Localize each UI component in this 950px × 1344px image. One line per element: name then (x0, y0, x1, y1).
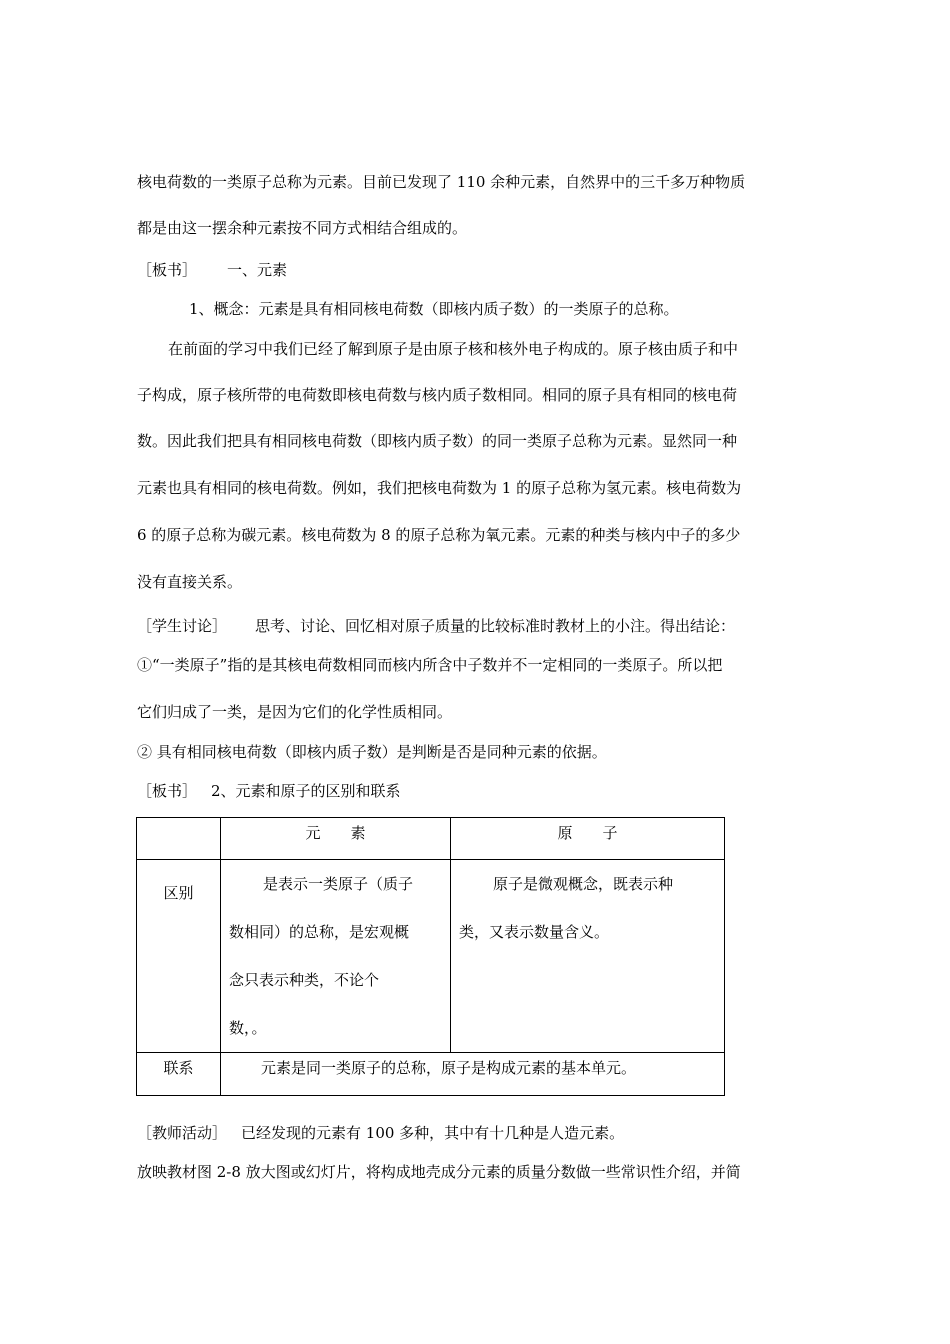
paragraph-line: 6 的原子总称为碳元素。核电荷数为 8 的原子总称为氧元素。元素的种类与核内中子的多少 (137, 526, 741, 544)
teacher-activity-text: 已经发现的元素有 100 多种，其中有十几种是人造元素。 (241, 1124, 625, 1142)
table-header-row (137, 818, 725, 860)
cell-line: 是表示一类原子（质子 (263, 875, 414, 893)
cell-element-difference (221, 860, 451, 1053)
cell-connection: 元素是同一类原子的总称，原子是构成元素的基本单元。 (221, 1053, 725, 1096)
discussion-tag: ［学生讨论］ (137, 617, 228, 635)
table-row-connection (137, 1053, 725, 1096)
paragraph-line: 它们归成了一类，是因为它们的化学性质相同。 (137, 703, 453, 721)
board-note-tag: ［板书］ (137, 782, 198, 800)
cell-line: 原子是微观概念，既表示种 (493, 875, 674, 893)
section-subheading: 2、元素和原子的区别和联系 (211, 782, 401, 800)
paragraph-line: 放映教材图 2-8 放大图或幻灯片，将构成地壳成分元素的质量分数做一些常识性介绍，并简 (137, 1163, 741, 1181)
cell-line: 念只表示种类，不论个 (229, 971, 380, 989)
teacher-activity-line (137, 1123, 624, 1143)
board-note-heading-2 (137, 781, 401, 801)
board-note-tag: ［板书］ (137, 261, 198, 279)
teacher-activity-tag: ［教师活动］ (137, 1124, 228, 1142)
cell-line: 类，又表示数量含义。 (459, 923, 610, 941)
paragraph-line: 子构成，原子核所带的电荷数即核电荷数与核内质子数相同。相同的原子具有相同的核电荷 (137, 386, 738, 404)
discussion-line (137, 616, 735, 636)
conclusion-item-1: ①“一类原子”指的是其核电荷数相同而核内所含中子数并不一定相同的一类原子。所以把 (137, 656, 723, 674)
table-row-difference (137, 860, 725, 1053)
conclusion-item-2: ② 具有相同核电荷数（即核内质子数）是判断是否是同种元素的依据。 (137, 743, 607, 761)
row-label-connection: 联系 (137, 1053, 221, 1096)
paragraph-line: 元素也具有相同的核电荷数。例如，我们把核电荷数为 1 的原子总称为氢元素。核电荷数为 (137, 479, 742, 497)
paragraph-line: 在前面的学习中我们已经了解到原子是由原子核和核外电子构成的。原子核由质子和中 (168, 340, 739, 358)
paragraph-line: 核电荷数的一类原子总称为元素。目前已发现了 110 余种元素，自然界中的三千多万种物质 (137, 173, 746, 191)
header-atom: 原 子 (451, 818, 725, 860)
concept-definition: 1、概念：元素是具有相同核电荷数（即核内质子数）的一类原子的总称。 (189, 300, 679, 318)
cell-atom-difference (451, 860, 725, 1053)
row-label-difference: 区别 (137, 860, 221, 1053)
paragraph-line: 没有直接关系。 (137, 573, 243, 591)
paragraph-line: 都是由这一摆余种元素按不同方式相结合组成的。 (137, 219, 468, 237)
cell-line: 数相同）的总称，是宏观概 (229, 923, 410, 941)
header-element: 元 素 (221, 818, 451, 860)
cell-line: 数，。 (229, 1019, 267, 1037)
comparison-table (136, 817, 725, 1096)
discussion-text: 思考、讨论、回忆相对原子质量的比较标准时教材上的小注。得出结论： (255, 617, 736, 635)
section-heading: 一、元素 (227, 261, 288, 279)
table-corner-cell (137, 818, 221, 860)
paragraph-line: 数。因此我们把具有相同核电荷数（即核内质子数）的同一类原子总称为元素。显然同一种 (137, 432, 738, 450)
board-note-heading (137, 260, 287, 280)
